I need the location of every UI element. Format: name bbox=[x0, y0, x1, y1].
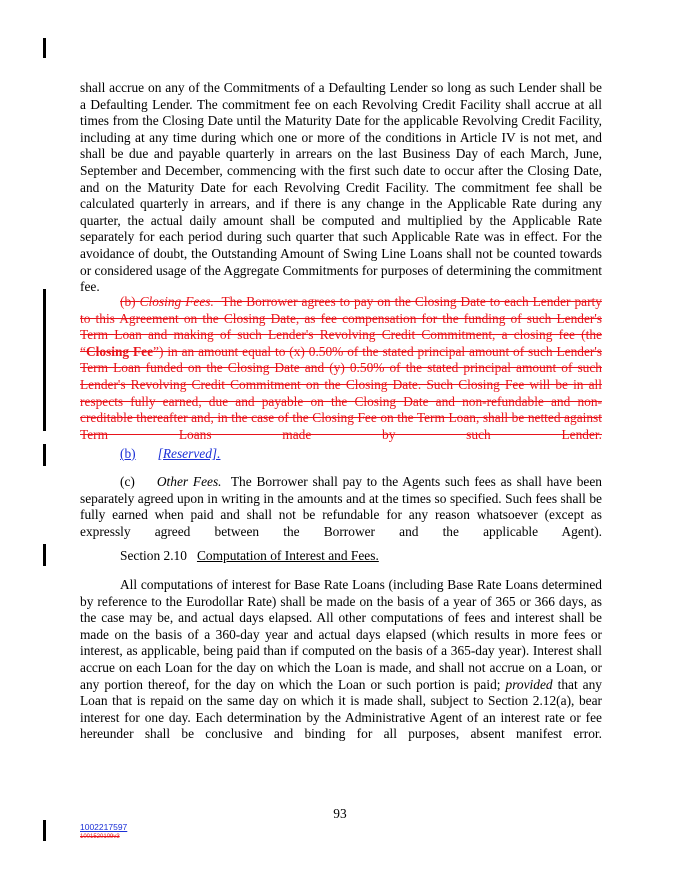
deleted-section-text-2: ”) in an amount equal to (x) 0.50% of the stated principal amount of such Lender's Term Loan funded on the Closing Date and (y) 0.50% of the stated principal amount of such Lender's Revolving Credit Commitment on the Closing Date. Such Closing Fee will be in all respects fully earned, due and payable on the Closing Date and non-refundable and non-creditable thereafter and, in the case of the Closing Fee on the Term Loan, shall be netted against Term Loans made by such Lender. bbox=[80, 343, 602, 442]
change-bar bbox=[43, 289, 46, 431]
inserted-section-reserved bbox=[80, 446, 602, 463]
change-bar bbox=[43, 38, 46, 58]
page-number: 93 bbox=[333, 806, 347, 821]
document-id-old: 1001520109v3 bbox=[80, 834, 120, 840]
document-id-new: 1002217597 bbox=[80, 822, 128, 832]
section-heading-2-10 bbox=[80, 548, 602, 565]
deleted-section-closing-fees bbox=[80, 294, 602, 460]
deleted-section-text-1: The Borrower agrees to pay on the Closing Date to each Lender party to this Agreement on the Closing Date, as fee compensation for the funding of such Lender's Term Loan and making of such Lender's Revolving Credit Commitment, a closing fee (the “ bbox=[80, 294, 602, 359]
inserted-section-label: (b) bbox=[120, 446, 136, 461]
paragraph-commitment-fee: shall accrue on any of the Commitments of a Defaulting Lender so long as such Lender shall be a Defaulting Lender. The commitment fee on each Revolving Credit Facility shall accrue at all times from the Closing Date until the Maturity Date for the applicable Revolving Credit Facility, including at any time during which one or more of the conditions in Article IV is not met, and shall be due and payable quarterly in arrears on the last Business Day of each March, June, September and December, commencing with the first such date to occur after the Closing Date, and on the Maturity Date for each Revolving Credit Facility. The commitment fee shall be calculated quarterly in arrears, and if there is any change in the Applicable Rate during any quarter, the actual daily amount shall be computed and multiplied by the Applicable Rate separately for each period during such quarter that such Applicable Rate was in effect. For the avoidance of doubt, the Outstanding Amount of Swing Line Loans shall not be counted towards or considered usage of the Aggregate Commitments for purposes of determining the commitment fee. bbox=[80, 80, 602, 295]
change-bar bbox=[43, 444, 46, 466]
deleted-section-title: Closing Fees. bbox=[139, 294, 214, 309]
section-c-title: Other Fees. bbox=[156, 474, 222, 489]
section-number: Section 2.10 bbox=[120, 548, 187, 563]
inserted-section-text: [Reserved]. bbox=[157, 446, 221, 461]
section-other-fees bbox=[80, 474, 602, 557]
change-bar bbox=[43, 820, 46, 841]
section-c-text: The Borrower shall pay to the Agents such fees as shall have been separately agreed upon in writing in the amounts and at the times so specified. Such fees shall be fully earned when paid and shall not be refundable for any reason whatsoever (except as expressly agreed between the Borrower and the applicable Agent). bbox=[80, 474, 602, 539]
computation-text-1: All computations of interest for Base Rate Loans (including Base Rate Loans determined by reference to the Eurodollar Rate) shall be made on the basis of a year of 365 or 366 days, as the case may be, and actual days elapsed. All other computations of fees and interest shall be made on the basis of a 360-day year and actual days elapsed (which results in more fees or interest, as applicable, being paid than if computed on the basis of a 365-day year). Interest shall accrue on each Loan for the day on which the Loan is made, and shall not accrue on a Loan, or any portion thereof, for the day on which the Loan or such portion is paid; bbox=[80, 577, 602, 692]
computation-italic-provided: provided bbox=[505, 676, 553, 692]
section-c-label: (c) bbox=[120, 474, 135, 489]
deleted-section-label: (b) bbox=[120, 294, 136, 309]
computation-text-2: that any Loan that is repaid on the same day on which it is made shall, subject to Section 2.12(a), bear interest for one day. Each determination by the Administrative Agent of an interest rate or fee hereunder shall be conclusive and binding for all purposes, absent manifest error. bbox=[80, 676, 602, 742]
deleted-defined-term: Closing Fee bbox=[85, 343, 154, 359]
change-bar bbox=[43, 544, 46, 566]
document-id bbox=[80, 822, 127, 842]
section-title: Computation of Interest and Fees. bbox=[196, 548, 379, 563]
paragraph-computation bbox=[80, 577, 602, 760]
